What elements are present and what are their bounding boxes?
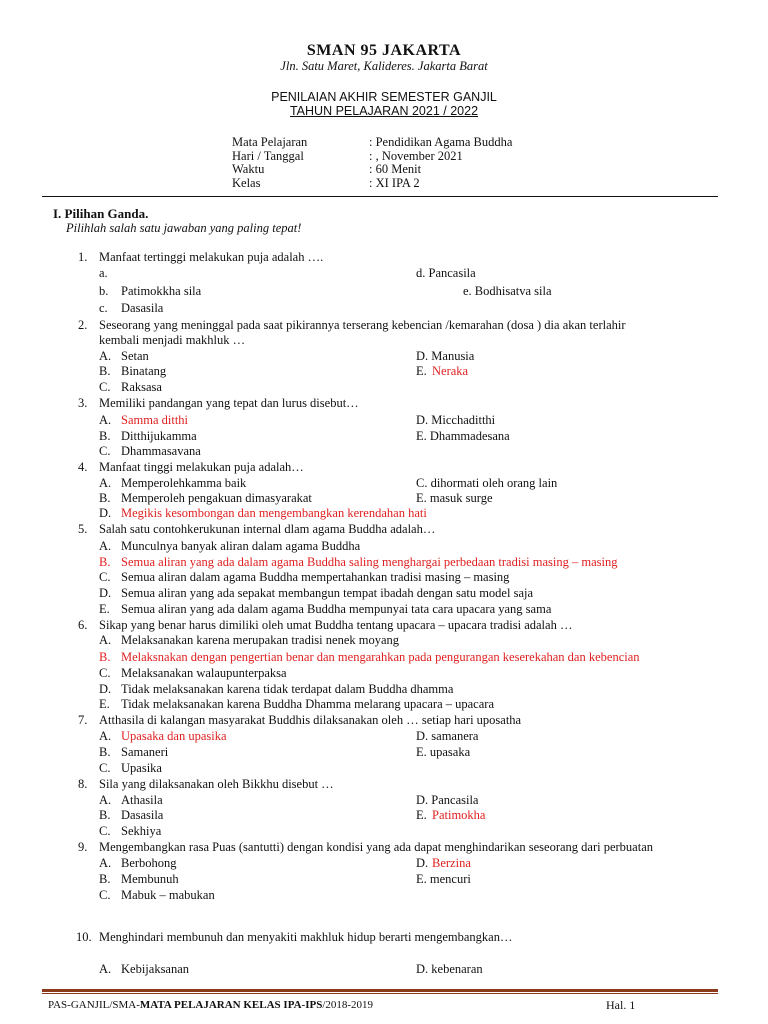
option-d: Semua aliran yang ada sepakat membangun tempat ibadah dengan satu model saja	[121, 586, 534, 600]
option-letter: B.	[99, 364, 111, 378]
option-b: Membunuh	[121, 872, 179, 886]
footer-suffix: /2018-2019	[322, 999, 374, 1011]
option-a-answer: Samma ditthi	[121, 413, 189, 427]
option-letter: B.	[99, 872, 111, 886]
option-e-answer: Patimokha	[432, 808, 486, 822]
option-letter: A.	[99, 856, 112, 870]
footer-bold: MATA PELAJARAN KELAS IPA-IPS	[139, 999, 323, 1011]
option-c: Dasasila	[121, 301, 164, 315]
option-letter: b.	[99, 284, 109, 298]
option-letter: B.	[99, 429, 111, 443]
option-b: Memperoleh pengakuan dimasyarakat	[121, 491, 312, 505]
option-letter: A.	[99, 793, 112, 807]
option-a: Athasila	[121, 793, 163, 807]
option-c: C. dihormati oleh orang lain	[416, 476, 558, 490]
option-letter: C.	[99, 666, 111, 680]
exam-year: TAHUN PELAJARAN 2021 / 2022	[289, 104, 479, 118]
option-e: Semua aliran yang ada dalam agama Buddha mempunyai tata cara upacara yang sama	[121, 602, 552, 616]
school-address: Jln. Satu Maret, Kalideres. Jakarta Barat	[280, 59, 488, 73]
question-number: 4.	[78, 460, 88, 474]
option-a: Setan	[121, 349, 149, 363]
option-b: Binatang	[121, 364, 167, 378]
option-c: Upasika	[121, 761, 162, 775]
option-c: Melaksanakan walaupunterpaksa	[121, 666, 287, 680]
option-letter: D.	[99, 586, 112, 600]
option-letter: E.	[99, 697, 110, 711]
school-name: SMAN 95 JAKARTA	[306, 42, 462, 59]
section-title: I. Pilihan Ganda.	[53, 206, 149, 221]
question-number: 7.	[78, 713, 88, 727]
question-text: Manfaat tertinggi melakukan puja adalah ….	[99, 250, 324, 264]
option-e: E. masuk surge	[416, 491, 493, 505]
option-e: E. Dhammadesana	[416, 429, 510, 443]
option-a: Melaksanakan karena merupakan tradisi nenek moyang	[121, 633, 400, 647]
section-instruction: Pilihlah salah satu jawaban yang paling tepat!	[66, 221, 302, 235]
option-b: Ditthijukamma	[121, 429, 197, 443]
option-c: Semua aliran dalam agama Buddha mempertahankan tradisi masing – masing	[121, 570, 510, 584]
option-a: Memperolehkamma baik	[121, 476, 247, 490]
option-letter: C.	[99, 570, 111, 584]
option-e: E. mencuri	[416, 872, 471, 886]
option-e: E. upasaka	[416, 745, 471, 759]
option-letter: D.	[99, 682, 112, 696]
option-d-answer: Berzina	[432, 856, 471, 870]
option-letter: A.	[99, 962, 112, 976]
question-text: Sikap yang benar harus dimiliki oleh umat Buddha tentang upacara – upacara tradisi adalah …	[99, 618, 573, 632]
question-number: 8.	[78, 777, 88, 791]
question-number: 5.	[78, 522, 88, 536]
question-text: Atthasila di kalangan masyarakat Buddhis dilaksanakan oleh … setiap hari uposatha	[99, 713, 522, 727]
option-letter: A.	[99, 476, 112, 490]
option-letter: B.	[99, 555, 111, 569]
question-text-cont: kembali menjadi makhluk …	[99, 333, 246, 347]
option-letter: C.	[99, 761, 111, 775]
option-a-answer: Upasaka dan upasika	[121, 729, 227, 743]
header-divider	[42, 196, 718, 197]
question-text: Sila yang dilaksanakan oleh Bikkhu disebut …	[99, 777, 334, 791]
question-number: 10.	[76, 930, 92, 944]
option-letter: B.	[99, 650, 111, 664]
info-label-date: Hari / Tanggal	[232, 149, 304, 163]
option-b-answer: Semua aliran yang ada dalam agama Buddha saling menghargai perbedaan tradisi masing – masing	[121, 555, 618, 569]
question-text: Salah satu contohkerukunan internal dlam agama Buddha adalah…	[99, 522, 436, 536]
info-value-date: : , November 2021	[369, 149, 463, 163]
option-letter: E.	[416, 808, 427, 822]
option-d: D. kebenaran	[416, 962, 483, 976]
info-label-subject: Mata Pelajaran	[232, 135, 308, 149]
footer-text	[48, 999, 373, 1011]
footer-prefix: PAS-GANJIL/SMA-	[48, 999, 140, 1011]
option-letter: A.	[99, 729, 112, 743]
question-text: Mengembangkan rasa Puas (santutti) dengan kondisi yang ada dapat menghindarikan seseorang dari perbuatan	[99, 840, 653, 854]
option-letter: A.	[99, 349, 112, 363]
option-letter: A.	[99, 539, 112, 553]
option-b-answer: Melaksnakan dengan pengertian benar dan mengarahkan pada pengurangan keserekahan dan kebencian	[121, 650, 640, 664]
option-b: Samaneri	[121, 745, 169, 759]
question-number: 3.	[78, 396, 88, 410]
info-value-subject: : Pendidikan Agama Buddha	[369, 135, 513, 149]
option-c: Mabuk – mabukan	[121, 888, 215, 902]
option-c: Raksasa	[121, 380, 162, 394]
option-letter: a.	[99, 266, 108, 280]
exam-title: PENILAIAN AKHIR SEMESTER GANJIL	[271, 90, 497, 104]
option-d: D. Pancasila	[416, 793, 479, 807]
option-d: Tidak melaksanakan karena tidak terdapat dalam Buddha dhamma	[121, 682, 454, 696]
question-number: 1.	[78, 250, 88, 264]
option-letter: B.	[99, 491, 111, 505]
option-a: Kebijaksanan	[121, 962, 190, 976]
option-c: Sekhiya	[121, 824, 162, 838]
option-d: D. Micchaditthi	[416, 413, 496, 427]
option-letter: D.	[99, 506, 112, 520]
question-number: 2.	[78, 318, 88, 332]
option-e: Tidak melaksanakan karena Buddha Dhamma melarang upacara – upacara	[121, 697, 494, 711]
question-number: 6.	[78, 618, 88, 632]
option-a: Munculnya banyak aliran dalam agama Buddha	[121, 539, 361, 553]
info-label-class: Kelas	[232, 176, 261, 190]
info-value-class: : XI IPA 2	[369, 176, 420, 190]
option-d-answer: Megikis kesombongan dan mengembangkan kerendahan hati	[121, 506, 427, 520]
option-letter: E.	[99, 602, 110, 616]
option-letter: c.	[99, 301, 108, 315]
option-d: D. samanera	[416, 729, 479, 743]
question-text: Manfaat tinggi melakukan puja adalah…	[99, 460, 304, 474]
option-a: Berbohong	[121, 856, 177, 870]
question-text: Menghindari membunuh dan menyakiti makhluk hidup berarti mengembangkan…	[99, 930, 513, 944]
option-letter: C.	[99, 444, 111, 458]
option-letter: B.	[99, 808, 111, 822]
option-d: D. Manusia	[416, 349, 475, 363]
option-letter: B.	[99, 745, 111, 759]
option-e-answer: Neraka	[432, 364, 469, 378]
info-label-time: Waktu	[232, 162, 265, 176]
question-text: Seseorang yang meninggal pada saat pikirannya terserang kebencian /kemarahan (dosa ) dia akan terlahir	[99, 318, 626, 332]
question-number: 9.	[78, 840, 88, 854]
option-letter: D.	[416, 856, 429, 870]
option-letter: C.	[99, 824, 111, 838]
option-letter: C.	[99, 380, 111, 394]
option-letter: A.	[99, 413, 112, 427]
option-b: Patimokkha sila	[121, 284, 202, 298]
info-value-time: : 60 Menit	[369, 162, 422, 176]
option-letter: A.	[99, 633, 112, 647]
option-letter: C.	[99, 888, 111, 902]
option-e: e. Bodhisatva sila	[463, 284, 552, 298]
option-letter: E.	[416, 364, 427, 378]
footer-rule-thin	[42, 993, 718, 994]
option-c: Dhammasavana	[121, 444, 201, 458]
option-d: d. Pancasila	[416, 266, 476, 280]
option-b: Dasasila	[121, 808, 164, 822]
page-number: Hal. 1	[606, 998, 636, 1012]
question-text: Memiliki pandangan yang tepat dan lurus disebut…	[99, 396, 359, 410]
footer-rule-thick	[42, 989, 718, 992]
